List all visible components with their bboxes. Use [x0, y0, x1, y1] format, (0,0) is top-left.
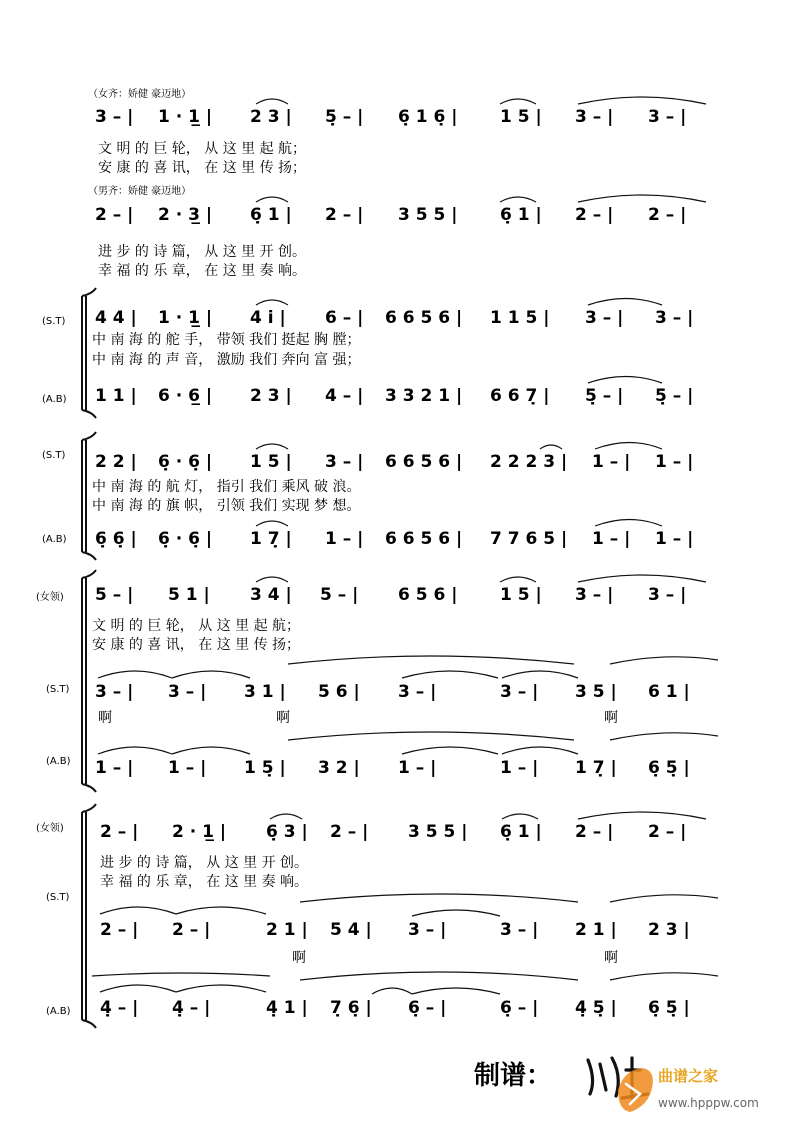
note-group: 2 – | [575, 205, 614, 225]
part-label: (A.B) [46, 1006, 71, 1017]
note-group: 2 1 | [266, 920, 308, 940]
note-group: 5̣ – | [585, 386, 624, 406]
note-group: 3 – | [95, 107, 134, 127]
system-brace [82, 804, 96, 1028]
lyric-line: 中 南 海 的 声 音， 激励 我们 奔向 富 强； [92, 352, 361, 368]
tie [412, 988, 500, 994]
tie [578, 97, 706, 104]
note-group: 3 – | [500, 920, 539, 940]
slur [372, 988, 412, 994]
note-group: 2 3 | [250, 386, 292, 406]
note-group: 3 3 2 1 | [385, 386, 463, 406]
note-group: 6 · 6̲ | [158, 386, 213, 406]
note-group: 2 1 | [575, 920, 617, 940]
note-group: 7̣ 6̣ | [330, 998, 372, 1018]
vocalise-text: 啊 [276, 710, 290, 726]
phrase-slur [610, 895, 718, 902]
note-group: 6̣ · 6̣ | [158, 529, 213, 549]
note-group: 3 – | [648, 107, 687, 127]
note-group: 5 4 | [330, 920, 372, 940]
note-group: 3 – | [575, 107, 614, 127]
note-group: 6̣ 1 | [250, 205, 292, 225]
note-group: 1 – | [325, 529, 364, 549]
tie [402, 671, 498, 678]
note-group: 1 – | [655, 529, 694, 549]
note-group: 1 – | [592, 529, 631, 549]
part-label: (女领) [36, 592, 64, 603]
note-group: 7 7 6 5 | [490, 529, 568, 549]
note-group: 3 – | [648, 585, 687, 605]
note-group: 1 5 | [250, 452, 292, 472]
note-group: 1 – | [95, 758, 134, 778]
note-group: 1 – | [500, 758, 539, 778]
note-group: 3 – | [655, 308, 694, 328]
note-group: 4̣ – | [100, 998, 139, 1018]
phrase-slur [610, 733, 718, 740]
watermark-url: www.hpppw.com [658, 1096, 759, 1110]
slur [256, 444, 288, 449]
lyric-line: 文 明 的 巨 轮， 从 这 里 起 航； [92, 618, 301, 634]
note-group: 6̣ 6̣ | [95, 529, 137, 549]
note-group: 1 – | [592, 452, 631, 472]
note-group: 3 5 5 | [408, 822, 468, 842]
lyric-line: 安 康 的 喜 讯， 在 这 里 传 扬； [92, 637, 301, 653]
phrase-slur [610, 657, 718, 664]
note-group: 1 7̣ | [575, 758, 617, 778]
note-group: 6̣ – | [408, 998, 447, 1018]
note-group: 1 – | [168, 758, 207, 778]
lyric-line: 中 南 海 的 旗 帜， 引领 我们 实现 梦 想。 [92, 498, 361, 514]
note-group: 2 2 | [95, 452, 137, 472]
section-1-caption: （女齐：娇健 豪迈地） [88, 89, 192, 100]
note-group: 2 3 | [648, 920, 690, 940]
note-group: 5 – | [320, 585, 359, 605]
note-group: 1 · 1̲ | [158, 308, 213, 328]
note-group: 6 1 | [648, 682, 690, 702]
note-group: 1 5 | [500, 107, 542, 127]
note-group: 3 5 | [575, 682, 617, 702]
note-group: 5 1 | [168, 585, 210, 605]
vocalise-text: 啊 [604, 950, 618, 966]
slur [540, 445, 562, 449]
tie [100, 985, 176, 992]
slur [256, 99, 288, 104]
note-group: 3 2 | [318, 758, 360, 778]
note-group: 2 · 1̲ | [172, 822, 227, 842]
vocalise-text: 啊 [604, 710, 618, 726]
watermark-text: 曲谱之家 [658, 1067, 719, 1085]
note-group: 3 – | [95, 682, 134, 702]
note-group: 6 6 5 6 | [385, 529, 463, 549]
note-group: 6̣ · 6̣ | [158, 452, 213, 472]
phrase-slur [288, 656, 574, 664]
phrase-slur [300, 972, 578, 980]
slur [256, 521, 288, 526]
part-label: (女领) [36, 823, 64, 834]
slur [256, 300, 288, 305]
note-group: 2 – | [325, 205, 364, 225]
tie [172, 671, 250, 678]
note-group: 2 2 2 3 | [490, 452, 568, 472]
note-group: 3 5 5 | [398, 205, 458, 225]
note-group: 6̣ 1 6̣ | [398, 107, 458, 127]
system-brace [82, 570, 96, 792]
note-group: 3 – | [325, 452, 364, 472]
watermark-logo-icon [618, 1068, 653, 1112]
note-group: 2 – | [172, 920, 211, 940]
part-label: (A.B) [42, 394, 67, 405]
part-label: (S.T) [46, 892, 70, 903]
note-group: 1 – | [655, 452, 694, 472]
tie [98, 671, 172, 678]
part-label: (A.B) [46, 756, 71, 767]
note-group: 5 6 | [318, 682, 360, 702]
note-group: 5 – | [95, 585, 134, 605]
note-group: 4̣ 1 | [266, 998, 308, 1018]
section-2-staff [95, 195, 706, 225]
tie [578, 195, 706, 202]
tie [595, 443, 662, 450]
footer [474, 1058, 759, 1112]
part-label: (S.T) [42, 450, 66, 461]
section-5 [36, 570, 718, 792]
note-group: 4 – | [325, 386, 364, 406]
tie [502, 671, 578, 678]
note-group: 4 i | [250, 308, 286, 328]
slur [502, 814, 538, 819]
note-group: 2 – | [648, 205, 687, 225]
lyric-line: 文 明 的 巨 轮， 从 这 里 起 航； [98, 141, 307, 157]
section-4 [42, 432, 693, 560]
lyric-line: 进 步 的 诗 篇， 从 这 里 开 创。 [98, 244, 307, 260]
note-group: 4̣ – | [172, 998, 211, 1018]
note-group: 3 – | [168, 682, 207, 702]
lyric-line: 进 步 的 诗 篇， 从 这 里 开 创。 [100, 855, 309, 871]
part-label: (A.B) [42, 534, 67, 545]
note-group: 6̣ 5̣ | [648, 758, 690, 778]
tie [578, 575, 706, 582]
tie [502, 747, 578, 754]
note-group: 1 5 | [500, 585, 542, 605]
note-group: 6 6 5 6 | [385, 452, 463, 472]
note-group: 6 – | [325, 308, 364, 328]
note-group: 4 4 | [95, 308, 137, 328]
lyric-line: 中 南 海 的 舵 手， 带领 我们 挺起 胸 膛； [92, 332, 361, 348]
note-group: 2 – | [575, 822, 614, 842]
slur [270, 814, 302, 819]
slur [500, 577, 536, 582]
tie [578, 812, 706, 819]
slur [500, 99, 536, 104]
phrase-slur [300, 894, 578, 902]
tie [172, 747, 250, 754]
note-group: 6̣ 1 | [500, 205, 542, 225]
section-2-caption: （男齐：娇健 豪迈地） [88, 186, 192, 197]
note-group: 1 7̣ | [250, 529, 292, 549]
note-group: 2 – | [648, 822, 687, 842]
note-group: 3 – | [575, 585, 614, 605]
system-brace [82, 432, 96, 560]
note-group: 3 4 | [250, 585, 292, 605]
section-6 [36, 804, 718, 1028]
note-group: 1 5̣ | [244, 758, 286, 778]
note-group: 1 · 1̲ | [158, 107, 213, 127]
note-group: 6 6 7̣ | [490, 386, 550, 406]
note-group: 6 5 6 | [398, 585, 458, 605]
tie [412, 910, 500, 916]
lyric-line: 幸 福 的 乐 章， 在 这 里 奏 响。 [100, 874, 309, 890]
note-group: 1 1 5 | [490, 308, 550, 328]
note-group: 6 6 5 6 | [385, 308, 463, 328]
phrase-slur [288, 732, 574, 740]
tie [588, 377, 662, 384]
note-group: 3 1 | [244, 682, 286, 702]
note-group: 4̣ 5̣ | [575, 998, 617, 1018]
note-group: 3 – | [398, 682, 437, 702]
note-group: 2 – | [100, 920, 139, 940]
note-group: 2 3 | [250, 107, 292, 127]
note-group: 6̣ 3 | [266, 822, 308, 842]
tie [100, 907, 176, 914]
slur [256, 577, 288, 582]
section-3 [42, 288, 693, 418]
tie [595, 520, 662, 527]
note-group: 2 – | [100, 822, 139, 842]
slur [500, 197, 536, 202]
note-group: 6̣ – | [500, 998, 539, 1018]
note-group: 1 – | [398, 758, 437, 778]
lyric-line: 幸 福 的 乐 章， 在 这 里 奏 响。 [98, 263, 307, 279]
note-group: 3 – | [408, 920, 447, 940]
note-group: 6̣ 5̣ | [648, 998, 690, 1018]
part-label: (S.T) [42, 316, 66, 327]
lyric-line: 中 南 海 的 航 灯， 指引 我们 乘风 破 浪。 [92, 479, 361, 495]
phrase-slur [610, 973, 718, 980]
note-group: 3 – | [500, 682, 539, 702]
note-group: 1 1 | [95, 386, 137, 406]
note-group: 2 – | [330, 822, 369, 842]
credit-label: 制谱： [474, 1061, 553, 1091]
tie [176, 985, 266, 992]
note-group: 6̣ 1 | [500, 822, 542, 842]
note-group: 5̣ – | [655, 386, 694, 406]
phrase-slur [92, 973, 270, 976]
note-group: 2 – | [95, 205, 134, 225]
note-group: 3 – | [585, 308, 624, 328]
tie [402, 747, 498, 754]
part-label: (S.T) [46, 684, 70, 695]
section-1-staff [95, 97, 706, 127]
vocalise-text: 啊 [292, 950, 306, 966]
note-group: 2 · 3̲ | [158, 205, 213, 225]
slur [256, 197, 288, 202]
tie [588, 299, 662, 306]
note-group: 5̣ – | [325, 107, 364, 127]
tie [98, 747, 172, 754]
vocalise-text: 啊 [98, 710, 112, 726]
lyric-line: 安 康 的 喜 讯， 在 这 里 传 扬； [98, 160, 307, 176]
tie [176, 907, 266, 914]
